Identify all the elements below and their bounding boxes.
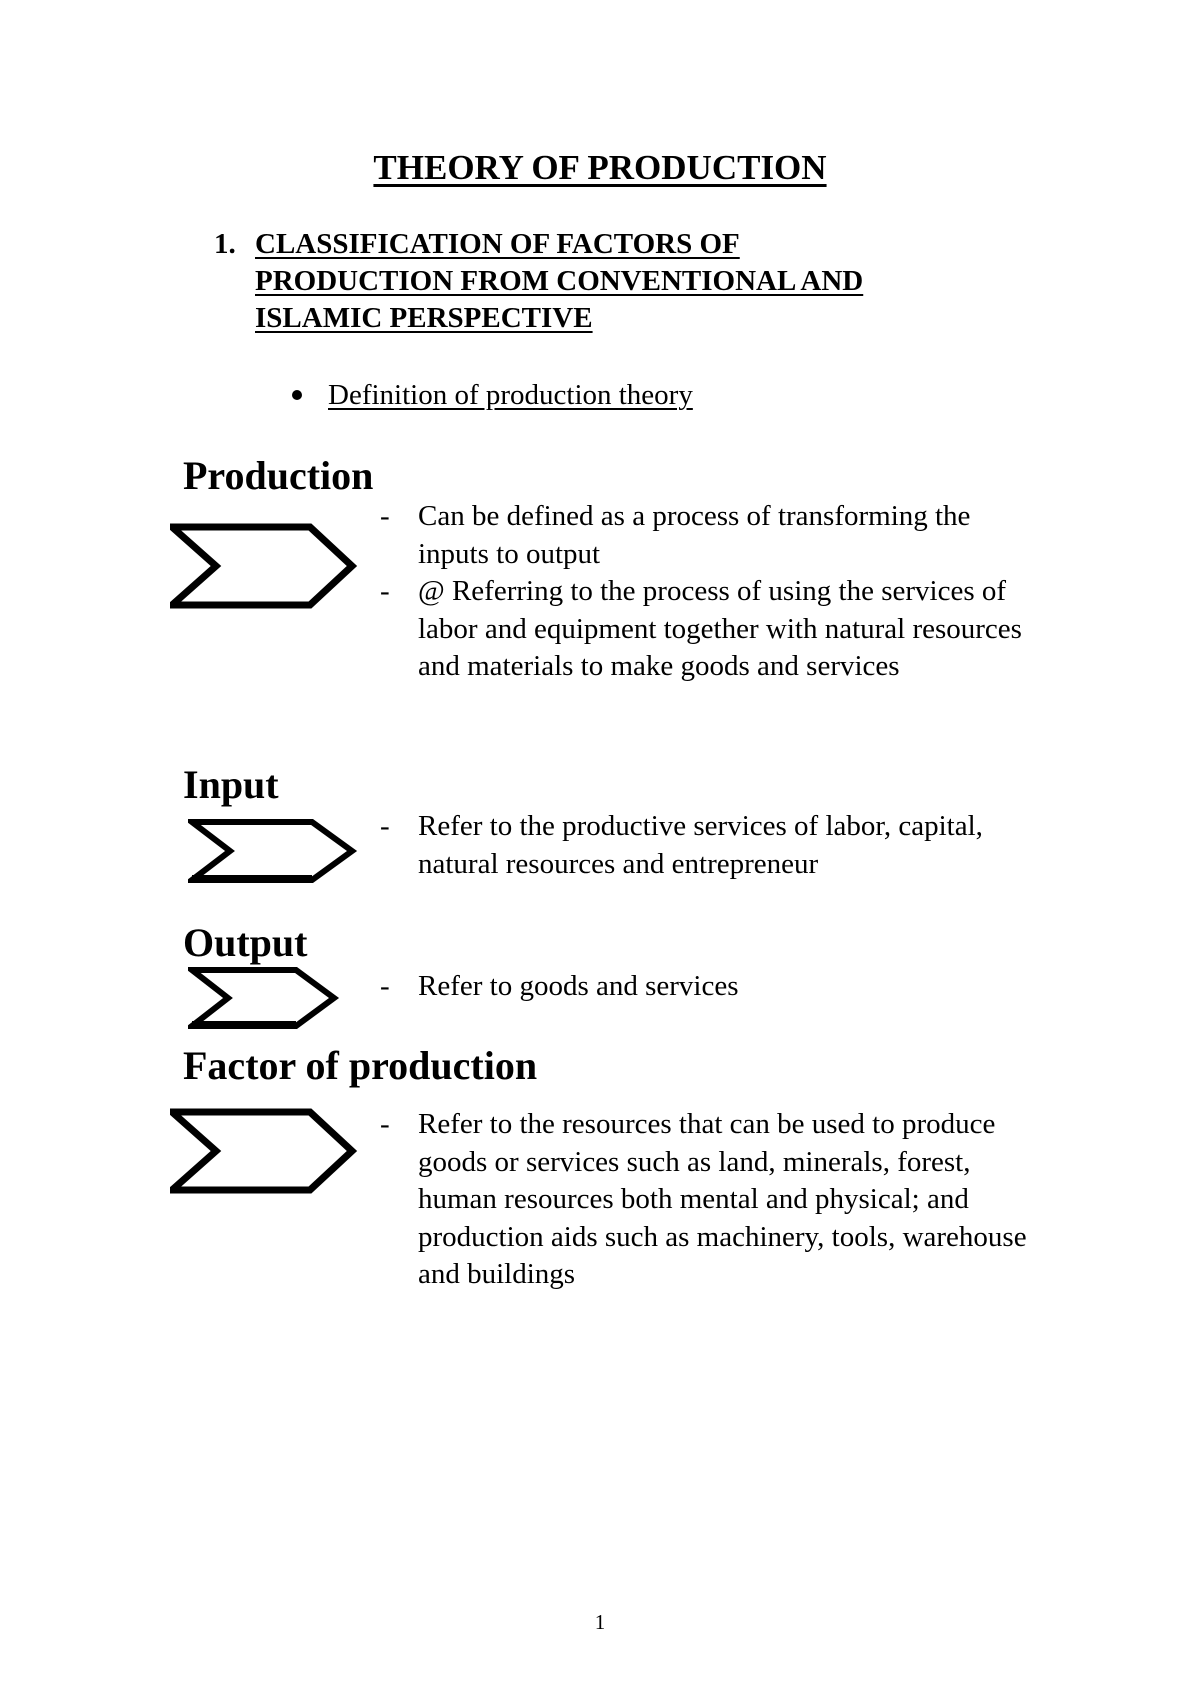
dash: -	[380, 810, 390, 842]
document-title: THEORY OF PRODUCTION	[373, 148, 827, 187]
definition-factor-of-production	[380, 1106, 1040, 1294]
definition-output	[380, 968, 1040, 1006]
definition-item	[380, 968, 1040, 1006]
definition-item	[380, 498, 1040, 573]
definition-item	[380, 1106, 1040, 1294]
heading-factor-of-production: Factor of production	[183, 1043, 538, 1088]
bullet-icon	[292, 390, 302, 400]
section-heading	[255, 226, 975, 337]
definition-text: Refer to goods and services	[418, 970, 739, 1002]
definition-item	[380, 808, 1040, 883]
page-number: 1	[594, 1610, 606, 1634]
heading-output: Output	[183, 920, 308, 965]
definition-item	[380, 573, 1040, 686]
dash: -	[380, 1108, 390, 1140]
chevron-arrow-icon	[170, 523, 360, 609]
definition-text: Refer to the resources that can be used to produce goods or services such as land, minerals, forest, human resources both mental and physical; and production aids such as machinery, tools, warehouse and buildings	[418, 1108, 1027, 1290]
chevron-arrow-icon	[188, 966, 340, 1030]
definition-text: Refer to the productive services of labor, capital, natural resources and entrepreneur	[418, 810, 983, 880]
chevron-arrow-icon	[170, 1108, 360, 1194]
definition-text: Can be defined as a process of transforming the inputs to output	[418, 500, 971, 570]
dash: -	[380, 500, 390, 532]
heading-input: Input	[183, 762, 279, 807]
chevron-arrow-icon	[188, 818, 360, 884]
section-heading-line: CLASSIFICATION OF FACTORS OF	[255, 228, 740, 260]
section-heading-line: PRODUCTION FROM CONVENTIONAL AND	[255, 265, 864, 297]
section-number: 1.	[214, 228, 236, 260]
definition-production	[380, 498, 1040, 686]
heading-production: Production	[183, 453, 374, 498]
section-heading-line: ISLAMIC PERSPECTIVE	[255, 302, 593, 334]
dash: -	[380, 970, 390, 1002]
definition-input	[380, 808, 1040, 883]
dash: -	[380, 575, 390, 607]
bullet-item-definition: Definition of production theory	[328, 379, 693, 411]
definition-text: @ Referring to the process of using the services of labor and equipment together with natural resources and materials to make goods and services	[418, 575, 1022, 682]
